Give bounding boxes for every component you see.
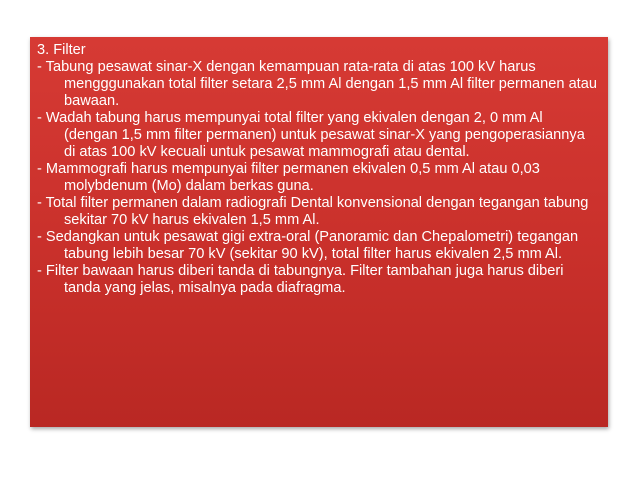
- bullet-item-filter-marking: - Filter bawaan harus diberi tanda di tabungnya. Filter tambahan juga harus diberi tanda yang jelas, misalnya pada diafragma.: [37, 263, 564, 296]
- bullet-item-tube-filter: - Tabung pesawat sinar-X dengan kemampuan rata-rata di atas 100 kV harus mengggunakan total filter setara 2,5 mm Al dengan 1,5 mm Al filter permanen atau bawaan.: [37, 59, 597, 109]
- bullet-item-mammography: - Mammografi harus mempunyai filter permanen ekivalen 0,5 mm Al atau 0,03 molybdenum (Mo) dalam berkas guna.: [37, 161, 540, 194]
- bullet-item-extra-oral: - Sedangkan untuk pesawat gigi extra-oral (Panoramic dan Chepalometri) tegangan tabung lebih besar 70 kV (sekitar 90 kV), total filter harus ekivalen 2,5 mm Al.: [37, 229, 579, 262]
- bullet-item-tube-housing: - Wadah tabung harus mempunyai total filter yang ekivalen dengan 2, 0 mm Al (dengan 1,5 mm filter permanen) untuk pesawat sinar-X yang pengoperasiannya di atas 100 kV kecuali untuk pesawat mammografi atau dental.: [37, 110, 585, 160]
- content-box: [30, 37, 608, 427]
- bullet-item-dental: - Total filter permanen dalam radiografi Dental konvensional dengan tegangan tabung sekitar 70 kV harus ekivalen 1,5 mm Al.: [37, 195, 589, 228]
- section-heading: 3. Filter: [37, 42, 86, 58]
